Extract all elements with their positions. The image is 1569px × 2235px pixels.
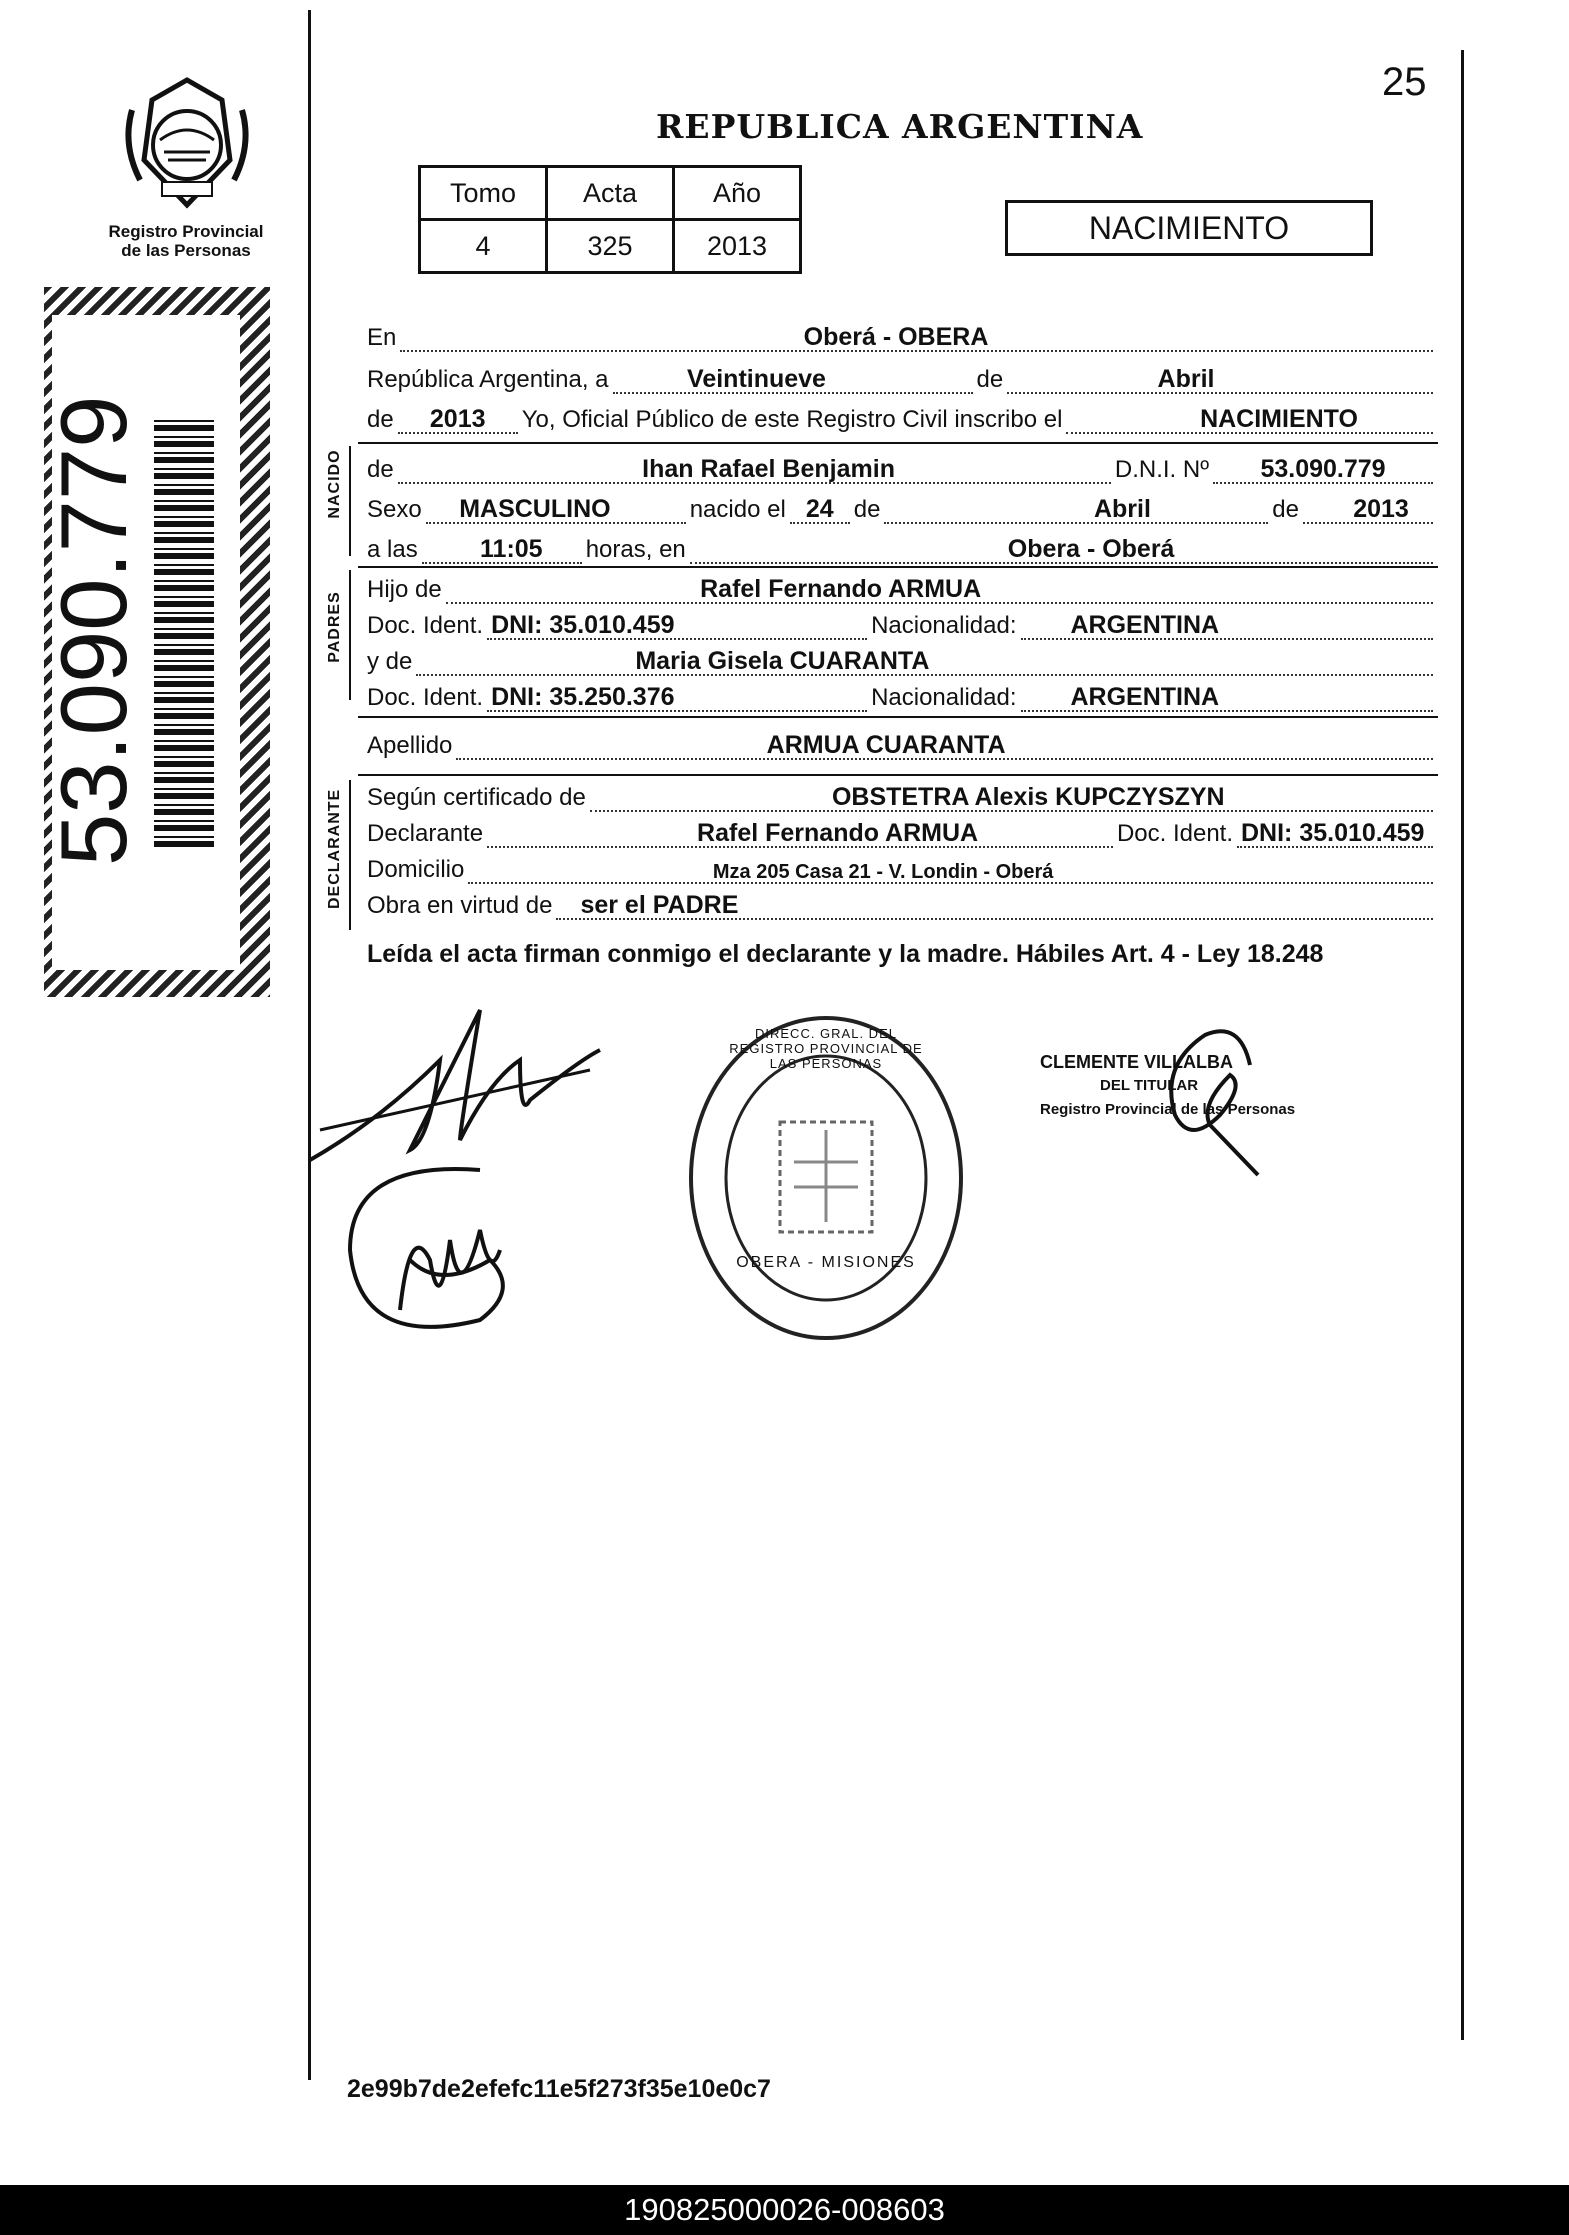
registry-value-row: [420, 220, 801, 273]
label-mother-doc: Doc. Ident.: [367, 684, 484, 711]
label-nacido-el: nacido el: [689, 496, 786, 523]
value-birth-day: 24: [805, 495, 834, 523]
separator-nacido-top: [358, 442, 1438, 444]
field-obra: [556, 884, 1433, 920]
registry-value-ano: 2013: [674, 220, 801, 273]
field-birth-year: [1303, 488, 1433, 524]
registry-header-acta: Acta: [547, 167, 674, 220]
value-child-name: Ihan Rafael Benjamin: [642, 455, 895, 483]
field-month: [1007, 358, 1433, 394]
row-date: [367, 356, 1437, 398]
registry-table: [418, 165, 802, 274]
field-day-words: [613, 358, 973, 394]
field-birth-month: [884, 488, 1268, 524]
value-father-doc: DNI: 35.010.459: [491, 611, 675, 639]
value-father: Rafel Fernando ARMUA: [700, 575, 982, 603]
officer-stamp-line1: CLEMENTE VILLALBA: [1040, 1052, 1233, 1072]
value-act-type: NACIMIENTO: [1200, 405, 1358, 433]
row-sex-birthdate: [367, 486, 1437, 528]
label-a-las: a las: [367, 536, 418, 563]
label-child-de: de: [367, 456, 394, 483]
label-obra: Obra en virtud de: [367, 892, 553, 919]
section-label-padres: PADRES: [326, 591, 343, 663]
field-dni: [1213, 448, 1433, 484]
section-label-nacido: NACIDO: [326, 449, 343, 519]
officer-stamp-line3: Registro Provincial de las Personas: [1040, 1101, 1296, 1118]
officer-stamp-line2: DEL TITULAR: [1100, 1077, 1199, 1094]
value-dni: 53.090.779: [1260, 455, 1386, 483]
field-location: [400, 316, 1433, 352]
row-mother-doc: [367, 674, 1437, 716]
label-republic: República Argentina, a: [367, 366, 609, 393]
field-birth-day: [790, 488, 850, 524]
label-apellido: Apellido: [367, 732, 453, 759]
label-birth-de2: de: [1272, 496, 1299, 523]
value-certificate: OBSTETRA Alexis KUPCZYSZYN: [831, 783, 1225, 811]
registry-header-ano: Año: [674, 167, 801, 220]
declarant-signature: [290, 990, 620, 1360]
separator-apellido-top: [358, 716, 1438, 718]
value-mother-doc: DNI: 35.250.376: [491, 683, 675, 711]
value-month: Abril: [1157, 365, 1215, 393]
registry-value-tomo: 4: [420, 220, 547, 273]
field-child-name: [398, 448, 1111, 484]
closing-statement: Leída el acta firman conmigo el declarante y la madre. Hábiles Art. 4 - Ley 18.248: [367, 940, 1324, 968]
label-declarante-doc: Doc. Ident.: [1116, 820, 1233, 847]
label-y-de: y de: [367, 648, 413, 675]
value-day-words: Veintinueve: [687, 365, 826, 393]
field-apellido: [456, 724, 1433, 760]
right-margin-line: [1461, 50, 1464, 2040]
declarante-section-bar: [349, 780, 351, 930]
label-sexo: Sexo: [367, 496, 422, 523]
value-year: 2013: [429, 405, 486, 433]
seal-ring-text: DIRECC. GRAL. DEL REGISTRO PROVINCIAL DE LAS PERSONAS: [729, 1026, 923, 1071]
field-declarante: [487, 812, 1113, 848]
value-sexo: MASCULINO: [459, 495, 611, 523]
side-id-number: 53.090.779: [41, 395, 146, 866]
logo-caption-line2: de las Personas: [121, 241, 251, 260]
label-father-nationality: Nacionalidad:: [871, 612, 1017, 639]
logo-caption: [96, 222, 276, 260]
seal-center-text: OBERA - MISIONES: [736, 1254, 916, 1271]
field-mother-doc: [487, 676, 867, 712]
row-location: [367, 314, 1437, 356]
section-label-declarante: DECLARANTE: [326, 788, 343, 909]
row-apellido: [367, 722, 1437, 764]
label-en: En: [367, 324, 397, 351]
padres-section-bar: [349, 570, 351, 700]
label-father-doc: Doc. Ident.: [367, 612, 484, 639]
registry-value-acta: 325: [547, 220, 674, 273]
value-domicilio: Mza 205 Casa 21 - V. Londin - Oberá: [712, 861, 1054, 883]
registry-header-tomo: Tomo: [420, 167, 547, 220]
official-seal: [684, 1012, 968, 1344]
value-mother-nationality: ARGENTINA: [1070, 683, 1220, 711]
value-time: 11:05: [480, 535, 543, 563]
field-father: [446, 568, 1433, 604]
logo-caption-line1: Registro Provincial: [108, 222, 264, 241]
officer-signature: [1150, 1015, 1270, 1185]
row-child-name: [367, 446, 1437, 488]
field-certificate: [590, 776, 1433, 812]
value-obra: ser el PADRE: [580, 891, 739, 919]
page-number: 25: [1382, 60, 1427, 104]
value-birth-year: 2013: [1353, 495, 1409, 523]
label-officer: Yo, Oficial Público de este Registro Civil inscribo el: [521, 406, 1063, 433]
value-apellido: ARMUA CUARANTA: [766, 731, 1006, 759]
label-domicilio: Domicilio: [367, 856, 465, 883]
label-mother-nationality: Nacionalidad:: [871, 684, 1017, 711]
value-location: Oberá - OBERA: [803, 323, 989, 351]
document-type-box: NACIMIENTO: [1005, 200, 1373, 256]
footer-code: 190825000026-008603: [0, 2185, 1569, 2235]
label-de-year: de: [367, 406, 394, 433]
field-domicilio: [468, 848, 1433, 884]
field-father-nationality: [1021, 604, 1434, 640]
label-horas-en: horas, en: [585, 536, 686, 563]
field-mother-nationality: [1021, 676, 1434, 712]
value-declarante-doc: DNI: 35.010.459: [1241, 819, 1425, 847]
province-logo: [112, 70, 262, 215]
label-birth-de: de: [853, 496, 881, 523]
document-hash: 2e99b7de2efefc11e5f273f35e10e0c7: [347, 2075, 771, 2103]
registry-header-row: [420, 167, 801, 220]
value-father-nationality: ARGENTINA: [1070, 611, 1220, 639]
field-time: [422, 528, 582, 564]
field-place: [690, 528, 1433, 564]
barcode-icon: [154, 417, 214, 847]
row-obra: [367, 882, 1437, 924]
field-declarante-doc: [1237, 812, 1433, 848]
label-de-month: de: [976, 366, 1004, 393]
row-officer: [367, 396, 1437, 438]
row-time-place: [367, 526, 1437, 568]
value-place: Obera - Oberá: [1007, 535, 1175, 563]
label-hijo-de: Hijo de: [367, 576, 442, 603]
value-declarante: Rafel Fernando ARMUA: [697, 819, 979, 847]
field-year: [398, 398, 518, 434]
label-certificate: Según certificado de: [367, 784, 586, 811]
field-act-type: [1066, 398, 1433, 434]
field-father-doc: [487, 604, 867, 640]
label-declarante: Declarante: [367, 820, 484, 847]
value-mother: Maria Gisela CUARANTA: [635, 647, 930, 675]
field-mother: [416, 640, 1433, 676]
label-dni: D.N.I. Nº: [1114, 456, 1209, 483]
page-title: REPUBLICA ARGENTINA: [656, 107, 1144, 146]
nacido-section-bar: [349, 446, 351, 556]
value-birth-month: Abril: [1093, 495, 1151, 523]
field-sexo: [426, 488, 686, 524]
